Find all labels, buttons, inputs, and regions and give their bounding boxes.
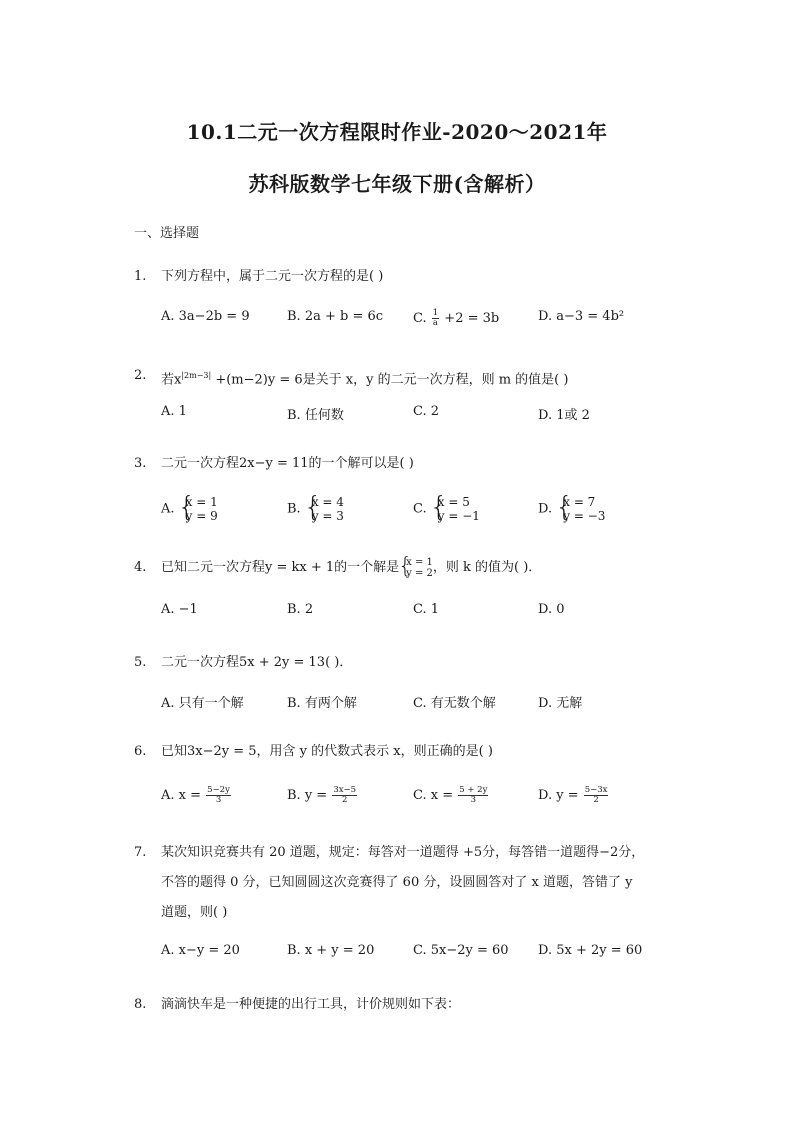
question-stem [161,553,674,583]
option-c-prefix: C. [413,311,431,326]
stem-part: +(m−2)y = 6是关于 x，y 的二元一次方程，则 m 的值是( ) [211,372,569,388]
system-line: { x = 7 [563,495,596,509]
option-b [287,786,358,805]
question-8 [134,990,674,1020]
option-label: B. y = [287,788,328,803]
option-a: A. −1 [161,602,198,617]
option-a: A. 只有一个解 [161,696,244,711]
options-4 [161,602,681,632]
title-line-1: 10.1二元一次方程限时作业-2020～2021年 [186,120,608,144]
denominator: 2 [341,795,348,805]
question-stem: 已知3x−2y = 5，用含 y 的代数式表示 x，则正确的是( ) [161,744,493,759]
question-number: 8. [134,997,147,1012]
option-d: D. 1或 2 [538,408,590,423]
stem-part: ，则 k 的值为( )． [432,560,542,575]
question-stem: 二元一次方程2x−y = 11的一个解可以是( ) [161,456,414,471]
fraction: $\frac{1}{a}$ [432,308,439,328]
question-2 [134,361,674,395]
system-line: y = −1 [437,509,480,523]
option-label: C. x = [413,788,454,803]
option-c: C. 1 [413,602,440,617]
section-heading: 一、选择题 [134,226,200,241]
option-b: B. 有两个解 [287,696,357,711]
option-c [413,786,489,805]
option-b: B. 2a + b = 6c [287,309,384,324]
system-line: y = 9 [185,509,218,523]
numerator: 5−3x [584,785,608,795]
equation-system [179,495,218,523]
option-label: D. y = [538,788,579,803]
option-label: A. [161,501,175,517]
options-2 [161,404,681,434]
option-c-rest: +2 = 3b [440,311,500,326]
option-a: A. x−y = 20 [161,943,240,958]
option-d: D. 5x + 2y = 60 [538,943,643,958]
option-b [287,495,344,523]
system-line: { x = 5 [437,495,470,509]
option-a [161,495,218,523]
option-label: A. x = [161,788,202,803]
fraction [584,786,609,805]
option-label: D. [538,501,553,517]
option-c [413,309,499,328]
option-d [538,495,605,523]
option-d: D. 无解 [538,696,583,711]
option-b: B. x + y = 20 [287,943,375,958]
numerator: 5 + 2y [459,785,488,795]
denominator: 2 [593,795,599,805]
question-stem: 下列方程中，属于二元一次方程的是( ) [161,269,384,284]
stem-part: 已知二元一次方程y = kx + 1的一个解是 [161,560,400,575]
question-stem: 滴滴快车是一种便捷的出行工具，计价规则如下表： [161,997,461,1012]
question-number: 5. [134,655,147,670]
system-line: { x = 4 [311,495,344,509]
options-3 [161,495,681,531]
title-line-2: 苏科版数学七年级下册(含解析） [248,172,546,196]
option-d [538,786,609,805]
denominator: 3 [470,795,477,805]
options-1 [161,309,681,339]
numerator: 3x−5 [333,785,357,795]
option-a: A. 3a−2b = 9 [161,309,250,324]
question-5 [134,648,674,678]
stem-part: 若x [161,372,182,388]
stem-line: 道题，则( ) [161,905,228,920]
question-stem [161,361,674,395]
system-line: { x = 1 [185,495,218,509]
stem-line: 某次知识竞赛共有 20 道题，规定：每答对一道题得 +5分，每答错一道题得−2分， [161,845,645,860]
question-number: 1. [134,269,147,284]
system-line: y = 2 [406,567,433,579]
equation-system [556,495,605,523]
options-7 [161,943,681,973]
denominator: 3 [215,795,222,805]
option-c: C. 5x−2y = 60 [413,943,509,958]
equation-system [305,495,344,523]
option-d: D. 0 [538,602,565,617]
question-number: 7. [134,845,147,860]
stem-line: 不答的题得 0 分，已知圆圆这次竞赛得了 60 分，设圆圆答对了 x 道题，答错了 y [161,875,633,890]
option-label: B. [287,501,301,517]
equation-system [431,495,480,523]
option-a: A. 1 [161,404,187,419]
option-b: B. 任何数 [287,408,344,423]
exponent: |2m−3| [181,371,212,380]
option-c: C. 2 [413,404,440,419]
question-number: 2. [134,368,147,383]
question-number: 4. [134,560,147,575]
options-6 [161,786,681,816]
question-number: 6. [134,744,147,759]
system-line: y = 3 [311,509,344,523]
question-1 [134,262,674,292]
fraction [458,786,488,805]
question-stem: 二元一次方程5x + 2y = 13( )． [161,655,353,670]
option-b: B. 2 [287,602,314,617]
numerator: 5−2y [207,785,230,795]
options-5 [161,692,681,722]
question-4 [134,553,674,583]
question-6 [134,737,674,767]
system-line: { x = 1 [406,556,433,568]
option-c: C. 有无数个解 [413,696,496,711]
system-line: y = −3 [563,509,606,523]
option-c [413,495,480,523]
question-7 [134,838,674,928]
question-number: 3. [134,456,147,471]
option-label: C. [413,501,427,517]
equation-system [399,557,433,579]
option-a [161,786,232,805]
question-stem [161,838,674,928]
fraction [206,786,231,805]
fraction [332,786,357,805]
option-d: D. a−3 = 4b² [538,309,625,324]
question-3 [134,449,674,479]
